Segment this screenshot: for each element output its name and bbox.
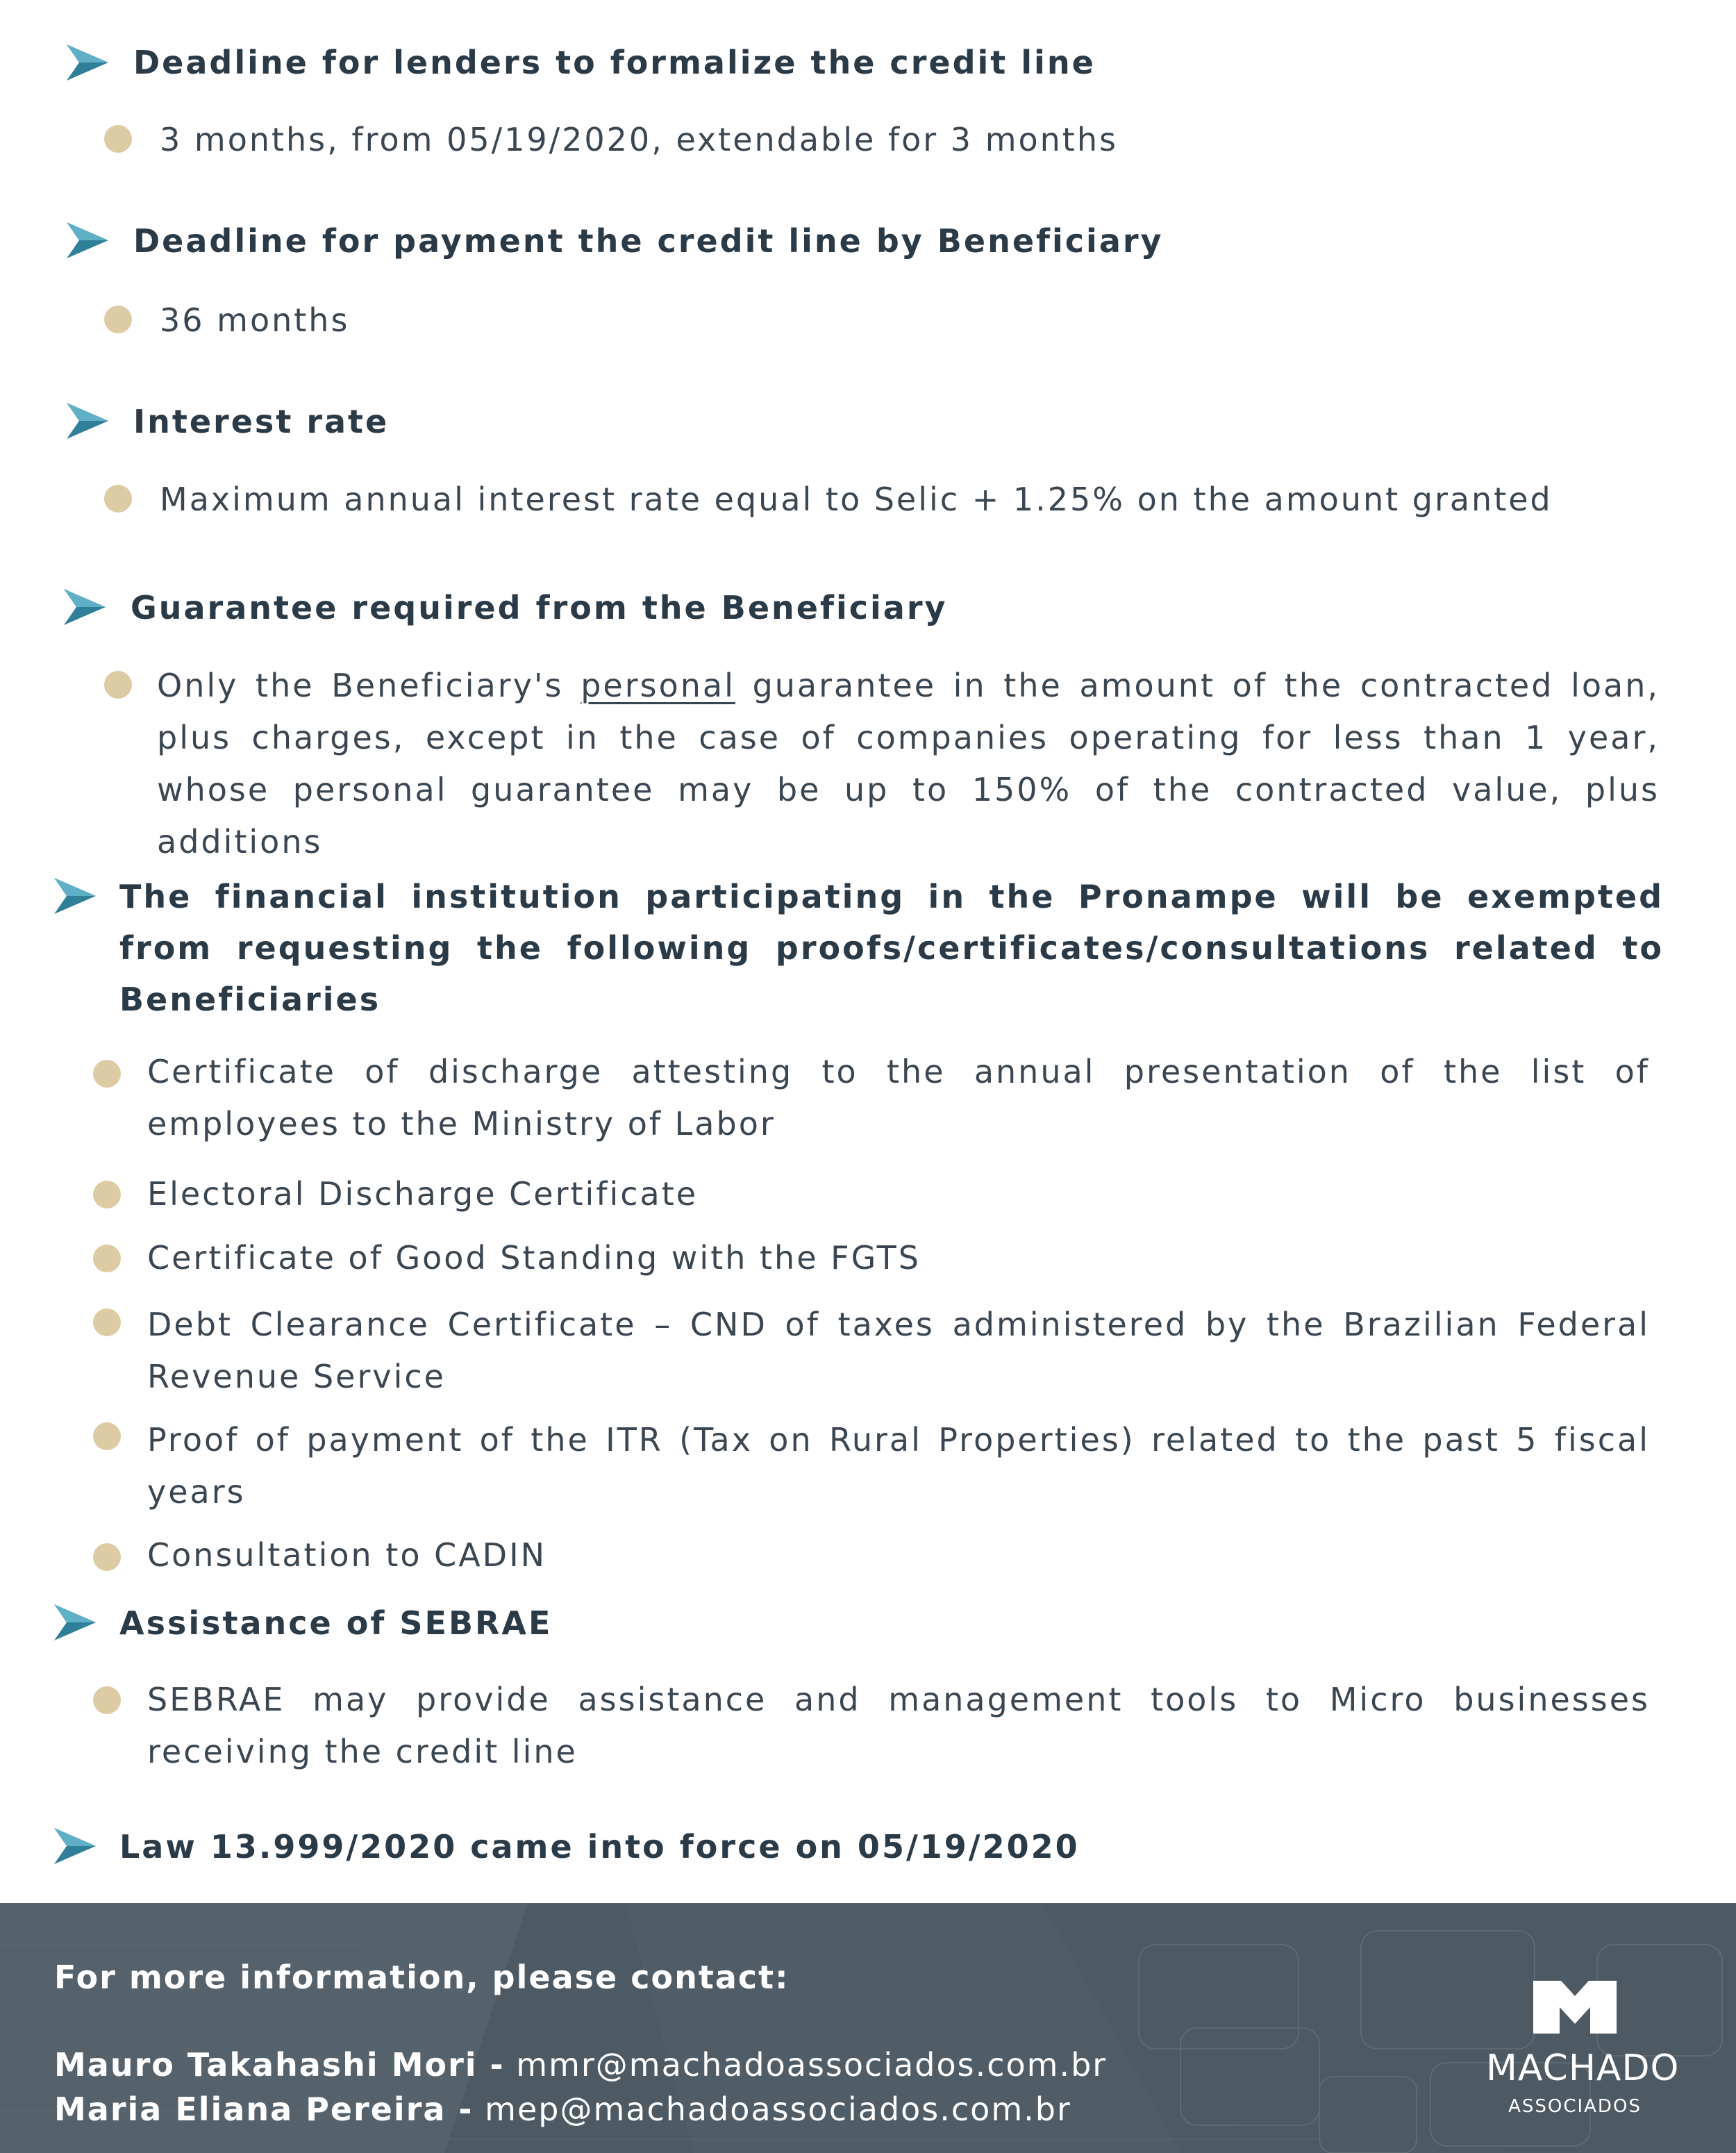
bullet <box>93 1060 121 1088</box>
bullet <box>93 1181 121 1208</box>
list-item <box>157 660 1660 868</box>
list-item: Certificate of discharge attesting to the annual presentation of the list of employees to the Ministry of Labor <box>147 1053 1650 1142</box>
section-heading: The financial institution participating in the Pronampe will be exempted from requesting the following proofs/certificates/consultations related to Beneficiaries <box>119 878 1664 1018</box>
chevron-arrow-icon <box>53 1827 97 1865</box>
section-heading: Interest rate <box>133 403 390 440</box>
contact-email[interactable]: mmr@machadoassociados.com.br <box>516 2046 1108 2084</box>
list-item: 36 months <box>160 301 350 339</box>
list-item: Debt Clearance Certificate – CND of taxes administered by the Brazilian Federal Revenue Service <box>147 1306 1650 1395</box>
bullet <box>93 1543 121 1571</box>
section-heading: Deadline for lenders to formalize the credit line <box>133 44 1096 81</box>
contact-line <box>54 2046 1107 2084</box>
bullet <box>93 1422 121 1450</box>
section-heading: Law 13.999/2020 came into force on 05/19/2020 <box>119 1828 1080 1865</box>
bullet <box>93 1245 121 1272</box>
list-item: Consultation to CADIN <box>147 1536 547 1574</box>
bullet <box>104 485 132 513</box>
bullet <box>104 125 132 153</box>
list-item: SEBRAE may provide assistance and management tools to Micro businesses receiving the credit line <box>147 1681 1650 1770</box>
logo-subtitle: ASSOCIADOS <box>1508 2096 1642 2117</box>
logo-name: MACHADO <box>1486 2047 1680 2089</box>
guarantee-text-underlined: personal <box>581 667 735 704</box>
bullet <box>93 1686 121 1714</box>
bullet <box>104 306 132 333</box>
list-item: Electoral Discharge Certificate <box>147 1175 699 1213</box>
list-item: Proof of payment of the ITR (Tax on Rural Properties) related to the past 5 fiscal years <box>147 1421 1650 1511</box>
chevron-arrow-icon <box>65 221 110 260</box>
section-heading: Assistance of SEBRAE <box>119 1604 553 1642</box>
contact-intro: For more information, please contact: <box>54 1959 790 1996</box>
chevron-arrow-icon <box>53 1603 97 1642</box>
chevron-arrow-icon <box>53 876 97 915</box>
bullet <box>104 671 132 699</box>
bullet <box>93 1308 121 1336</box>
machado-logo-mark-icon <box>1533 1981 1617 2034</box>
guarantee-text-before: Only the Beneficiary's <box>157 667 581 704</box>
section-heading: Guarantee required from the Beneficiary <box>131 589 948 626</box>
list-item: Certificate of Good Standing with the FGTS <box>147 1239 921 1277</box>
section-heading: Deadline for payment the credit line by Beneficiary <box>133 222 1164 260</box>
chevron-arrow-icon <box>65 43 110 82</box>
guarantee-text-after: guarantee in the amount of the contracted loan, plus charges, except in the case of companies operating for less than 1 year, whose personal guarantee may be up to 150% of the contracted value, plus additions <box>157 667 1660 861</box>
list-item: Maximum annual interest rate equal to Selic + 1.25% on the amount granted <box>160 481 1553 518</box>
contact-line <box>54 2090 1071 2128</box>
chevron-arrow-icon <box>62 588 107 626</box>
contact-name: Maria Eliana Pereira - <box>54 2090 474 2128</box>
list-item: 3 months, from 05/19/2020, extendable for 3 months <box>160 121 1118 158</box>
chevron-arrow-icon <box>65 401 110 440</box>
contact-name: Mauro Takahashi Mori - <box>54 2046 505 2084</box>
contact-email[interactable]: mep@machadoassociados.com.br <box>485 2090 1071 2128</box>
